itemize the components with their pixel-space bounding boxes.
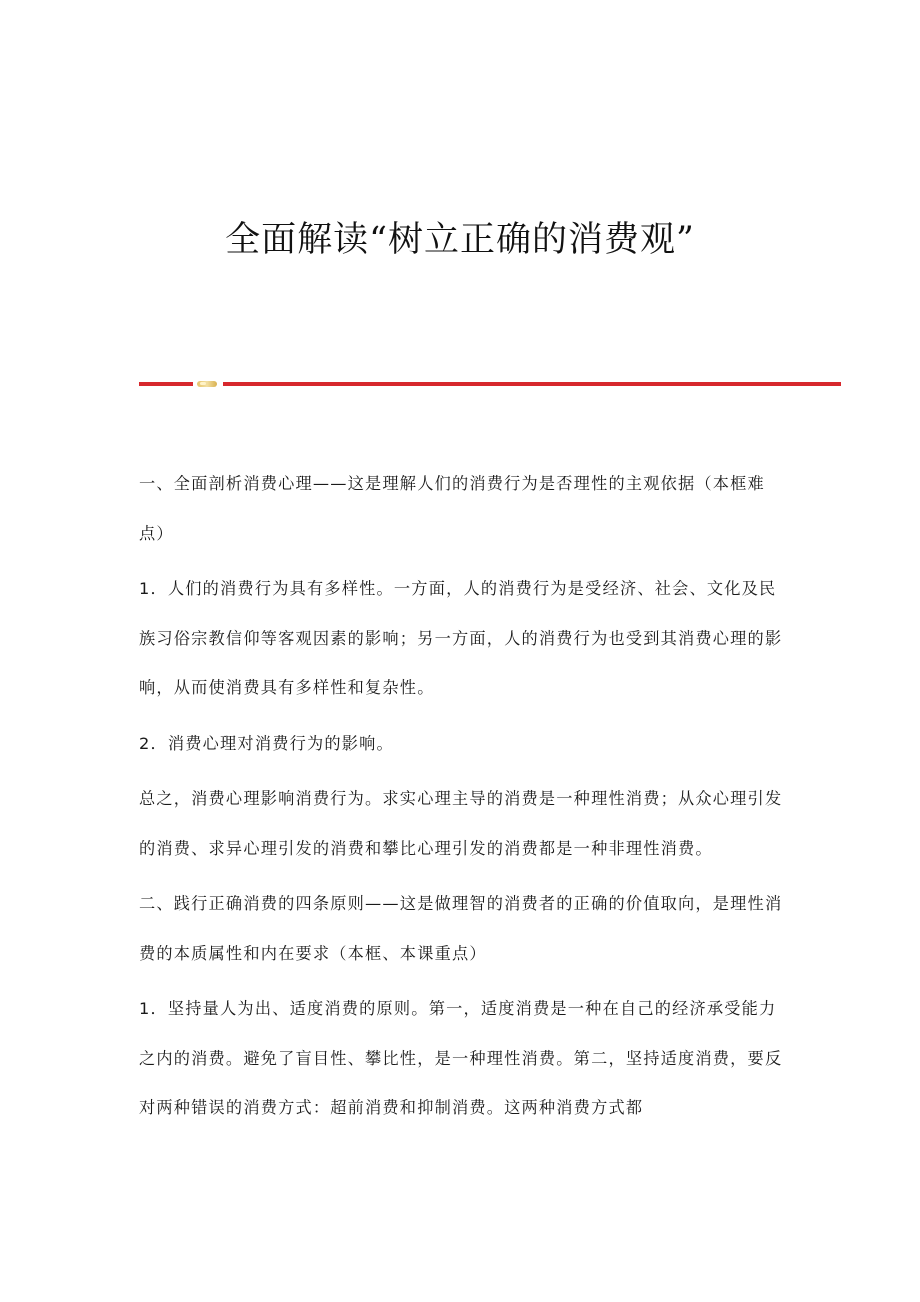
paragraph: 总之，消费心理影响消费行为。求实心理主导的消费是一种理性消费；从众心理引发的消费、求异心理引发的消费和攀比心理引发的消费都是一种非理性消费。 [139, 789, 783, 858]
divider-ornament-icon [197, 381, 217, 387]
divider-bar-right [223, 382, 841, 386]
title-divider [139, 379, 841, 389]
section-heading-2: 二、践行正确消费的四条原则——这是做理智的消费者的正确的价值取向，是理性消费的本质属性和内在要求（本框、本课重点） [139, 894, 783, 963]
section-heading-1: 一、全面剖析消费心理——这是理解人们的消费行为是否理性的主观依据（本框难点） [139, 474, 765, 543]
document-body [139, 459, 787, 1139]
paragraph: 1．坚持量人为出、适度消费的原则。第一，适度消费是一种在自己的经济承受能力之内的消费。避免了盲目性、攀比性，是一种理性消费。第二，坚持适度消费，要反对两种错误的消费方式：超前消费和抑制消费。这两种消费方式都 [139, 999, 783, 1117]
paragraph: 2．消费心理对消费行为的影响。 [139, 733, 394, 753]
paragraph: 1．人们的消费行为具有多样性。一方面，人的消费行为是受经济、社会、文化及民族习俗宗教信仰等客观因素的影响；另一方面，人的消费行为也受到其消费心理的影响，从而使消费具有多样性和复杂性。 [139, 579, 783, 697]
document-title: 全面解读“树立正确的消费观” [225, 220, 695, 260]
divider-bar-left [139, 382, 193, 386]
